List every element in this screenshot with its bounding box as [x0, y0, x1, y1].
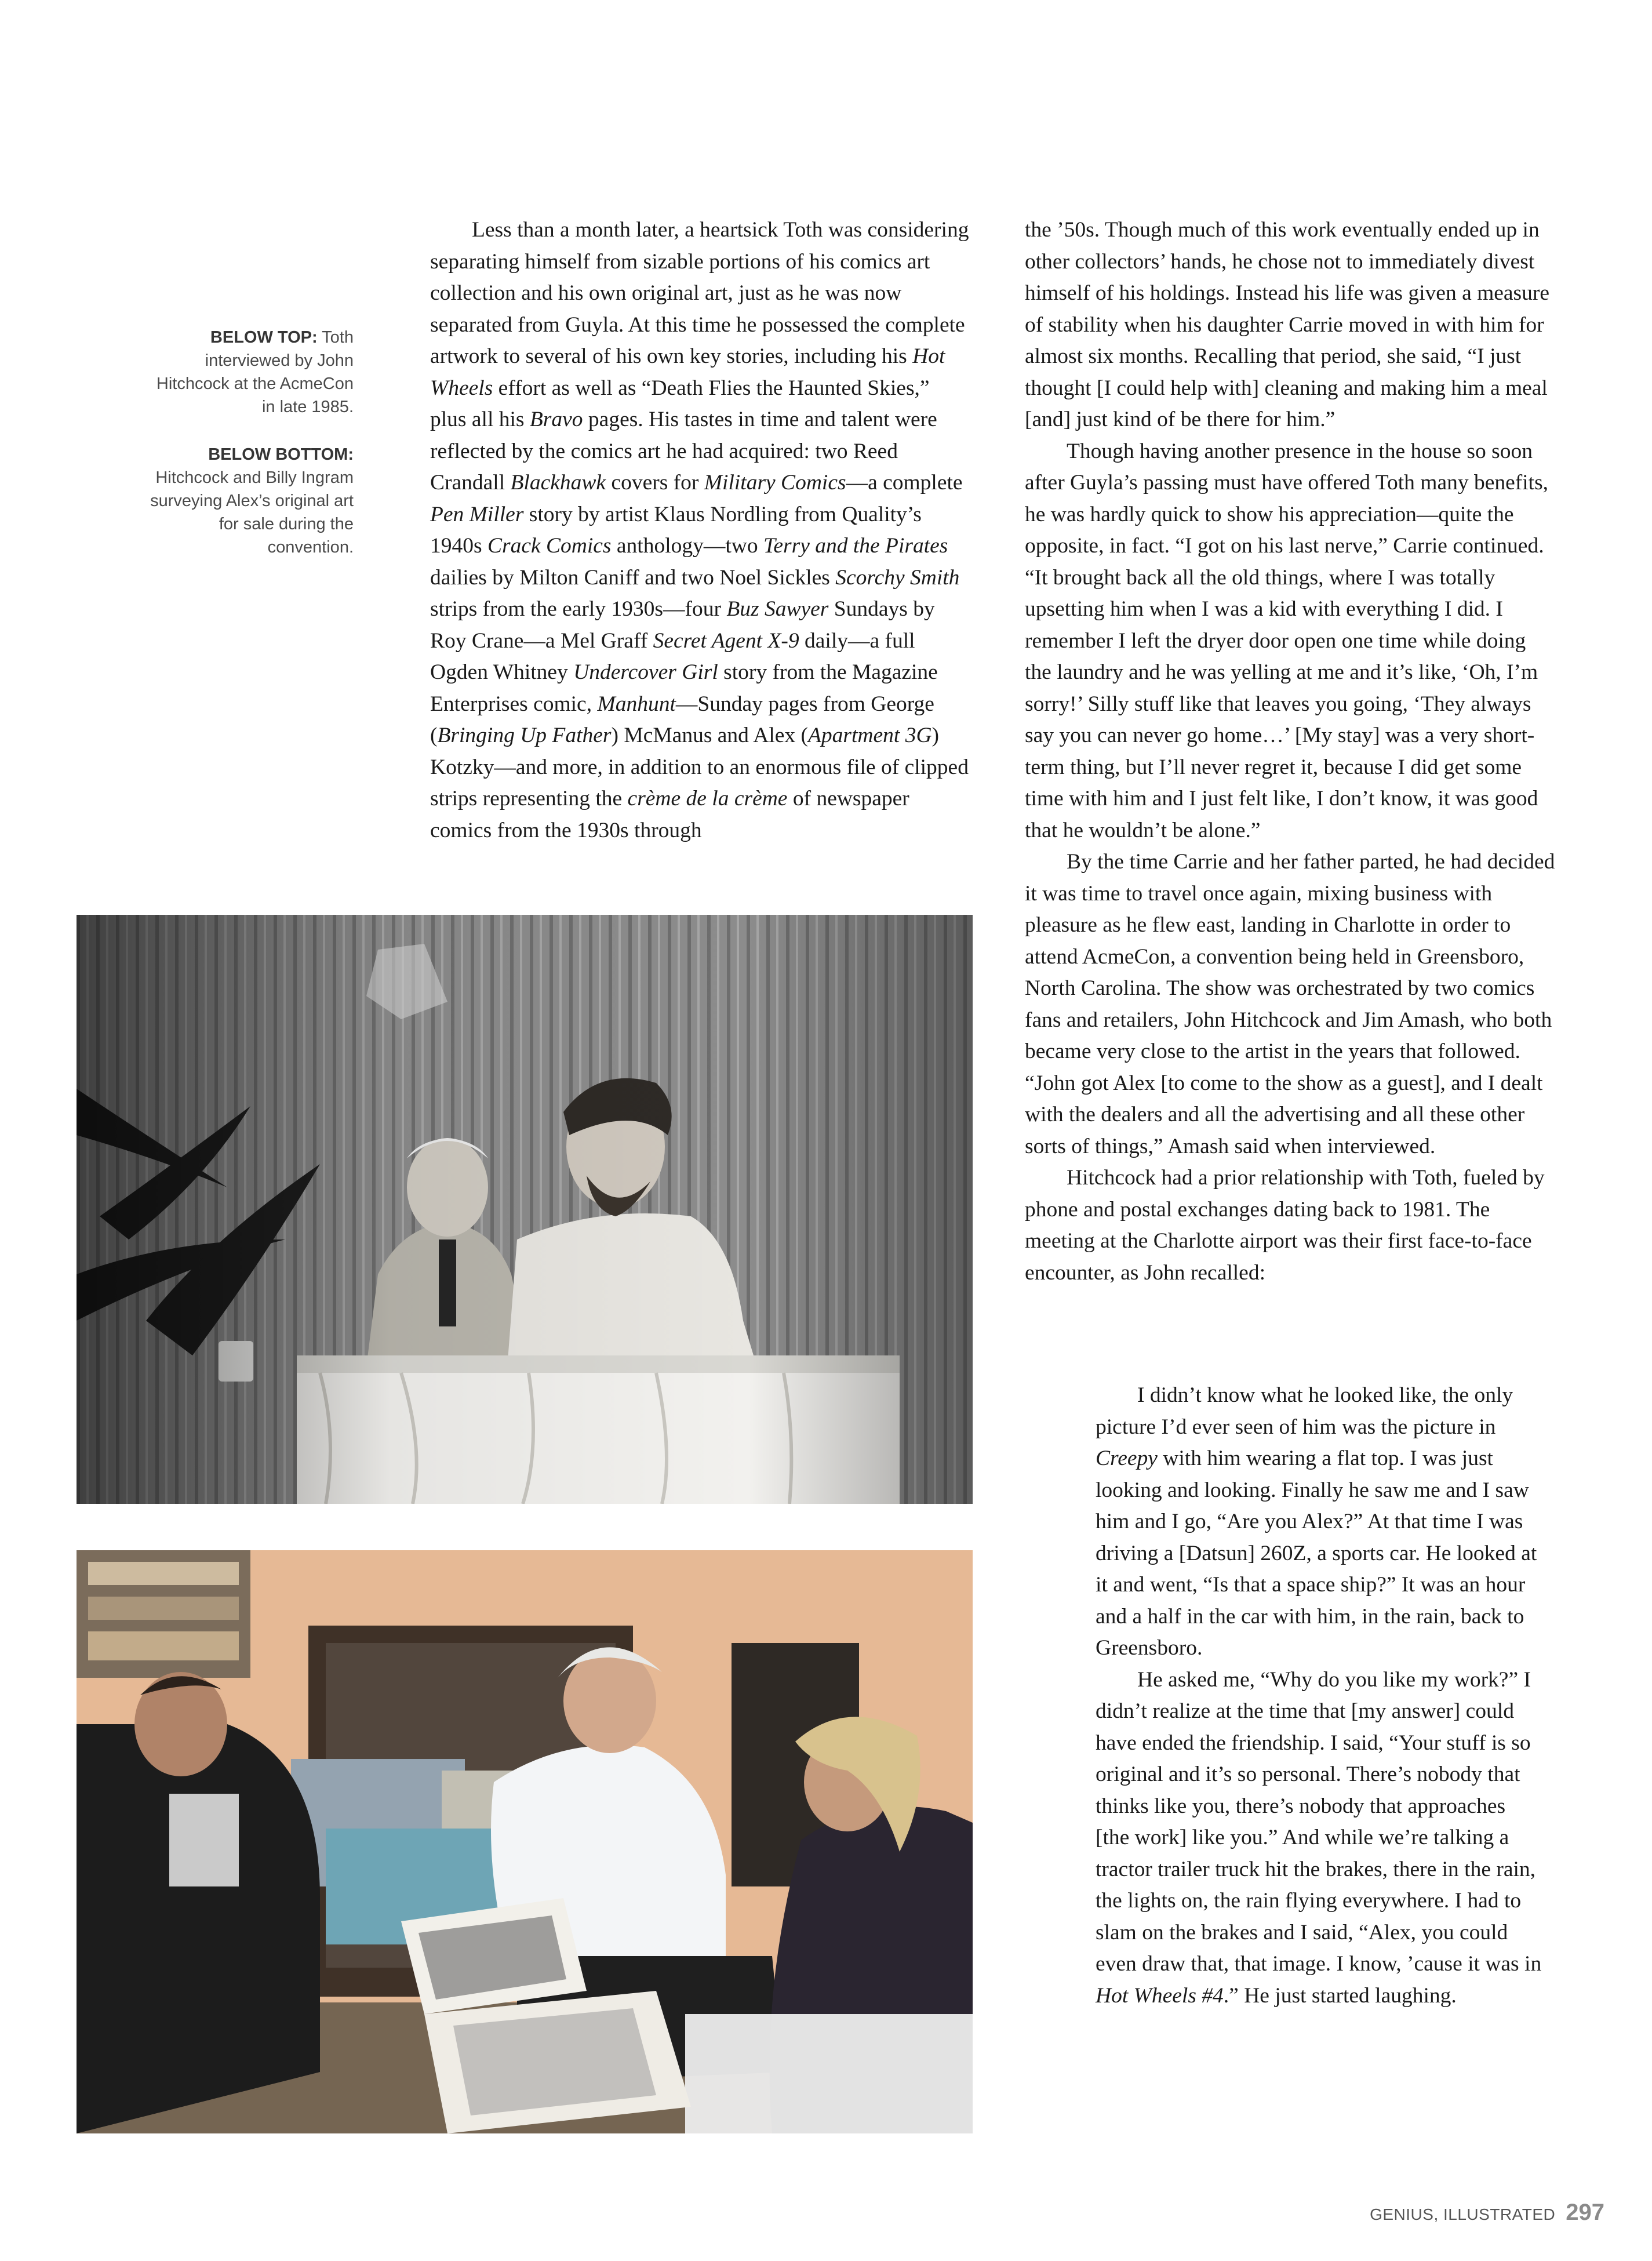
paragraph: Though having another presence in the house so soon after Guyla’s passing must have offered Toth many benefits, he was hardly quick to show his appreciation—quite the opposite, in fact. “I got on his last nerve,” Carrie continued. “It brought back all the old things, where I was totally upsetting him when I was a kid with everything I did. I remember I left the dryer door open one time while doing the laundry and he was yelling at me and it’s like, ‘Oh, I’m sorry!’ Silly stuff like that leaves you going, ‘They always say you can never go home…’ [My stay] was a very short-term thing, but I’ll never regret it, because I did get some time with him and I just felt like, I don’t know, it was good that he wouldn’t be alone.”	[1025, 439, 1549, 842]
italic-title: Scorchy Smith	[835, 565, 960, 590]
italic-title: Military Comics	[704, 471, 846, 495]
italic-title: Hot Wheels #4	[1096, 1983, 1224, 2008]
photo-art-for-sale-image	[77, 1550, 973, 2133]
body-column-left	[430, 215, 969, 846]
italic-title: Manhunt	[597, 692, 676, 716]
paragraph: the ’50s. Though much of this work eventually ended up in other collectors’ hands, he chose not to immediately divest himself of his holdings. Instead his life was given a measure of stability when his daughter Carrie moved in with him for almost six months. Recalling that period, she said, “I just thought [I could help with] cleaning and making him a meal [and] just kind of be there for him.”	[1025, 218, 1550, 431]
italic-title: Crack Comics	[487, 534, 612, 558]
italic-title: Pen Miller	[430, 502, 524, 526]
caption-top-text: Toth interviewed by John Hitchcock at the AcmeCon in late 1985.	[156, 328, 354, 416]
body-column-right	[1025, 215, 1555, 1289]
caption-top	[139, 326, 354, 419]
italic-title: Creepy	[1096, 1446, 1158, 1470]
caption-bottom	[139, 443, 354, 559]
paragraph: Less than a month later, a heartsick Toth was considering separating himself from sizable portions of his comics art collection and his own original art, just as he was now separated from Guyla. At this time he possessed the complete artwork to several of his own key stories, including his Hot Wheels effort as well as “Death Flies the Haunted Skies,” plus all his Bravo pages. His tastes in time and talent were reflected by the comics art he had acquired: two Reed Crandall Blackhawk covers for Military Comics—a complete Pen Miller story by artist Klaus Nordling from Quality’s 1940s Crack Comics anthology—two Terry and the Pirates dailies by Milton Caniff and two Noel Sickles Scorchy Smith strips from the early 1930s—four Buz Sawyer Sundays by Roy Crane—a Mel Graff Secret Agent X-9 daily—a full Ogden Whitney Undercover Girl story from the Magazine Enterprises comic, Manhunt—Sunday pages from George (Bringing Up Father) McManus and Alex (Apartment 3G) Kotzky—and more, in addition to an enormous file of clipped strips representing the crème de la crème of newspaper comics from the 1930s through	[430, 218, 969, 842]
caption-top-label: BELOW TOP:	[210, 328, 318, 347]
italic-title: Apartment 3G	[808, 724, 932, 747]
caption-bottom-text: Hitchcock and Billy Ingram surveying Alex’s original art for sale during the convention.	[150, 468, 354, 557]
italic-title: Terry and the Pirates	[763, 534, 948, 558]
running-title: GENIUS, ILLUSTRATED	[1370, 2205, 1556, 2223]
page-number: 297	[1566, 2200, 1604, 2225]
italic-title: Bringing Up Father	[437, 724, 612, 747]
photo-panel-interview-image	[77, 915, 973, 1504]
italic-title: Bravo	[529, 408, 583, 431]
quote-paragraph: He asked me, “Why do you like my work?” I didn’t realize at the time that [my answer] could have ended the friendship. I said, “Your stuff is so original and it’s so personal. There’s nobody that thinks like you, there’s nobody that approaches [the work] like you.” And while we’re talking a tractor trailer truck hit the brakes, there in the rain, the lights on, the rain flying everywhere. I had to slam on the brakes and I said, “Alex, you could even draw that, that image. I know, ’cause it was in Hot Wheels #4.” He just started laughing.	[1096, 1667, 1542, 2008]
italic-title: crème de la crème	[627, 787, 788, 810]
italic-title: Blackhawk	[510, 471, 606, 495]
italic-title: Secret Agent X-9	[653, 628, 799, 653]
page-footer	[1370, 2200, 1604, 2226]
paragraph: Hitchcock had a prior relationship with Toth, fueled by phone and postal exchanges dating back to 1981. The meeting at the Charlotte airport was their first face-to-face encounter, as John recalled:	[1025, 1166, 1545, 1285]
paragraph: By the time Carrie and her father parted, he had decided it was time to travel once again, mixing business with pleasure as he flew east, landing in Charlotte in order to attend AcmeCon, a convention being held in Greensboro, North Carolina. The show was orchestrated by two comics fans and retailers, John Hitchcock and Jim Amash, who both became very close to the artist in the years that followed. “John got Alex [to come to the show as a guest], and I dealt with the dealers and all the advertising and all these other sorts of things,” Amash said when interviewed.	[1025, 850, 1555, 1158]
photo-captions	[139, 326, 354, 583]
photo-art-for-sale	[77, 1550, 973, 2133]
photo-panel-interview	[77, 915, 973, 1504]
italic-title: Buz Sawyer	[726, 597, 829, 621]
italic-title: Undercover Girl	[573, 660, 718, 684]
block-quote	[1096, 1380, 1542, 2012]
italic-title: Hot Wheels	[430, 344, 945, 400]
caption-bottom-label: BELOW BOTTOM:	[208, 445, 354, 464]
quote-paragraph: I didn’t know what he looked like, the only picture I’d ever seen of him was the picture in Creepy with him wearing a flat top. I was just looking and looking. Finally he saw me and I saw him and I go, “Are you Alex?” At that time I was driving a [Datsun] 260Z, a sports car. He looked at it and went, “Is that a space ship?” It was an hour and a half in the car with him, in the rain, back to Greensboro.	[1096, 1383, 1537, 1660]
